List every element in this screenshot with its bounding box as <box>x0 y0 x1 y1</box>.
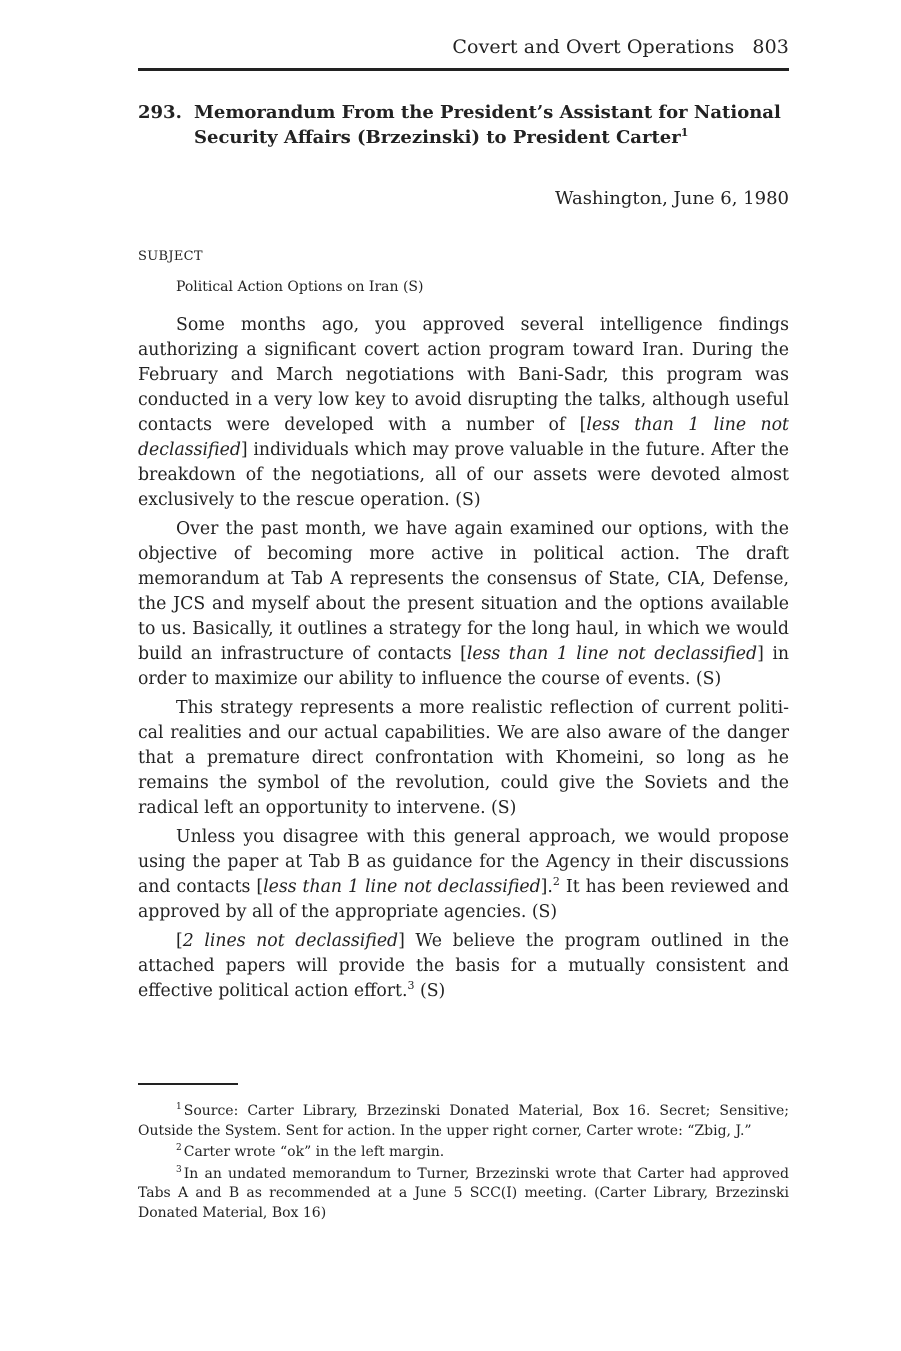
page-number: 803 <box>752 36 789 58</box>
text-run: (S) <box>414 981 446 1001</box>
footnote-3 <box>138 1165 789 1224</box>
paragraph-2 <box>138 517 789 692</box>
memo-body <box>138 313 789 1008</box>
text-run: Unless you disagree with this general approach, we would propose using the paper at Tab B as guidance for the Agency in their discussions and contacts [ <box>138 827 789 897</box>
running-head-title: Covert and Overt Operations <box>452 36 735 58</box>
paragraph-4 <box>138 825 789 925</box>
document-number: 293. <box>138 102 182 123</box>
text-run: ] individuals which may prove valuable in the future. After the breakdown of the negotiations, all of our assets were devoted almost exclusively to the rescue operation. (S) <box>138 440 789 510</box>
footnote-rule <box>138 1083 238 1085</box>
text-run: ]. <box>540 877 553 897</box>
redaction-note: less than 1 line not declassified <box>263 877 541 897</box>
redaction-note: less than 1 line not declassified <box>138 415 789 460</box>
footnotes <box>138 1102 789 1225</box>
text-run: ] We believe the program outlined in the attached papers will provide the basis for a mutually consistent and effective political action effort. <box>138 931 789 1001</box>
footnote-ref-2: 2 <box>552 875 560 889</box>
paragraph-1 <box>138 313 789 513</box>
redaction-note: 2 lines not declassified <box>182 931 399 951</box>
footnote-text: In an undated memorandum to Turner, Brzezinski wrote that Carter had approved Tabs A and B as recommended at a June 5 SCC(I) meeting. (Carter Library, Brzezinski Donated Material, Box 16) <box>138 1165 789 1221</box>
document-heading <box>138 100 789 150</box>
dateline: Washington, June 6, 1980 <box>555 188 789 209</box>
footnote-ref-3: 3 <box>407 979 415 993</box>
footnote-marker: 2 <box>176 1143 182 1154</box>
document-title-text: Memorandum From the President’s Assistant for National Security Affairs (Brzezinski) to President Carter <box>194 102 781 148</box>
text-run: Over the past month, we have again examined our options, with the objective of becoming more active in political action. The draft memorandum at Tab A represents the consensus of State, CIA, Defense, the JCS and myself about the present situation and the options available to us. Basically, it outlines a strategy for the long haul, in which we would build an infrastructure of contacts [ <box>138 519 789 664</box>
text-run: Some months ago, you approved several intelligence findings authorizing a significant covert action program toward Iran. During the February and March negotiations with Bani-Sadr, this program was conducted in a very low key to avoid disrupting the talks, although useful contacts were developed with a number of [ <box>138 315 789 435</box>
footnote-ref-1: 1 <box>680 126 689 139</box>
footnote-marker: 3 <box>176 1164 182 1175</box>
running-head <box>452 36 789 58</box>
redaction-note: less than 1 line not declassified <box>466 644 758 664</box>
document-title <box>194 100 789 150</box>
paragraph-3 <box>138 696 789 821</box>
text-run: [ <box>176 931 183 951</box>
text-run: This strategy represents a more realistic reflection of current political realities and our actual capabilities. We are also aware of the danger that a premature direct confrontation with Khomeini, so long as he remains the symbol of the revolution, could give the Soviets and the radical left an opportunity to intervene. (S) <box>138 698 789 818</box>
paragraph-5 <box>138 929 789 1004</box>
subject-text: Political Action Options on Iran (S) <box>176 279 424 295</box>
footnote-1 <box>138 1102 789 1141</box>
footnote-text: Source: Carter Library, Brzezinski Donated Material, Box 16. Secret; Sensitive; Outside the System. Sent for action. In the upper right corner, Carter wrote: “Zbig, J.” <box>138 1103 789 1139</box>
text-run: It has been reviewed and approved by all of the appropriate agencies. (S) <box>138 877 789 922</box>
header-rule <box>138 68 789 71</box>
footnote-marker: 1 <box>176 1102 182 1113</box>
subject-label: SUBJECT <box>138 249 203 264</box>
footnote-text: Carter wrote “ok” in the left margin. <box>183 1144 445 1160</box>
footnote-2 <box>138 1143 789 1163</box>
text-run: ] in order to maximize our ability to influence the course of events. (S) <box>138 644 789 689</box>
